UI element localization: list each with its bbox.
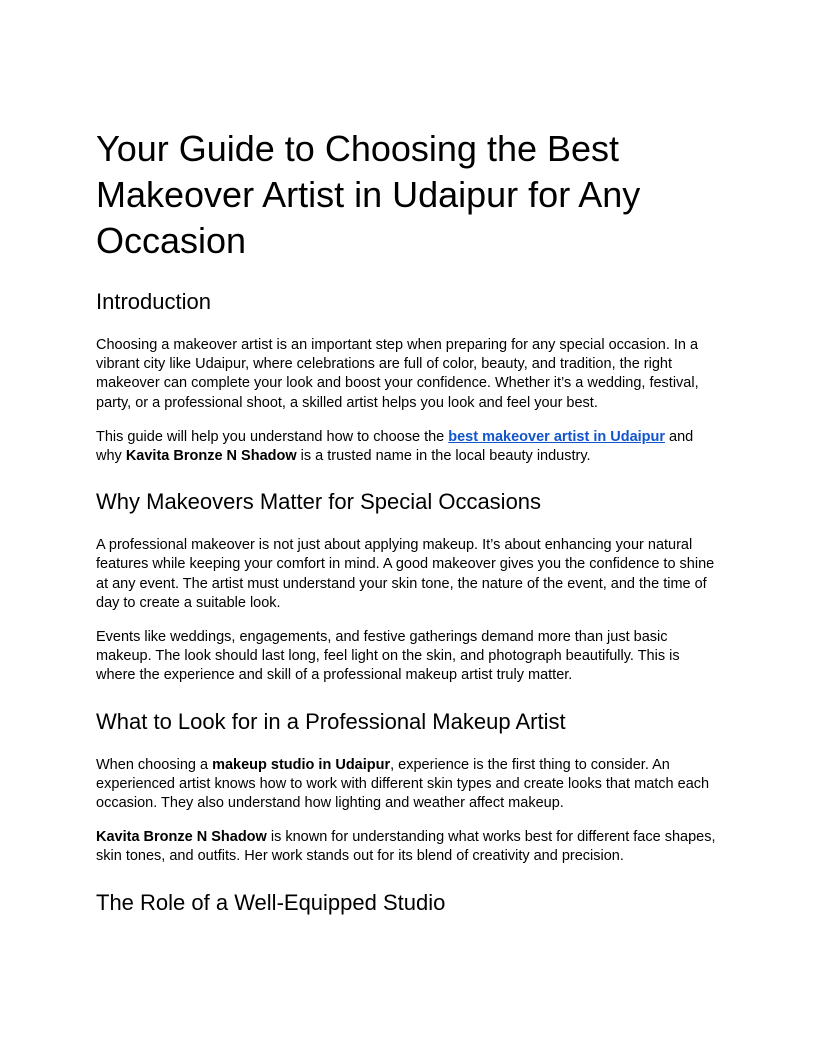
intro-paragraph-1: Choosing a makeover artist is an important step when preparing for any special occasion. In a vibrant city like Udaipur, where celebrations are full of color, beauty, and tradition, the right makeover can complete your look and boost your confidence. Whether it’s a wedding, festival, party, or a professional shoot, a skilled artist helps you look and feel your best. [96,337,699,411]
why-paragraph-2: Events like weddings, engagements, and festive gatherings demand more than just basic makeup. The look should last long, feel light on the skin, and photograph beautifully. This is where the experience and skill of a professional makeup artist truly matter. [96,629,680,684]
what-paragraph-2 [96,828,720,866]
what-p1-text-before: When choosing a [96,756,213,773]
document-page [96,126,720,937]
intro-paragraph-2 [96,428,720,466]
what-paragraph-1 [96,756,720,814]
intro-p2-text-middle: and why [96,428,694,465]
what-p1-studio-name: makeup studio in Udaipur [212,756,391,773]
best-makeover-artist-link[interactable]: best makeover artist in Udaipur [448,428,666,445]
what-p2-text-after: is known for understanding what works best for different face shapes, skin tones, and outfits. Her work stands out for its blend of creativity and precision. [96,829,716,865]
heading-introduction: Introduction [96,289,211,314]
document-title: Your Guide to Choosing the Best Makeover Artist in Udaipur for Any Occasion [96,128,641,261]
heading-well-equipped-studio: The Role of a Well-Equipped Studio [96,889,446,915]
heading-what-to-look-for: What to Look for in a Professional Makeup Artist [96,708,566,734]
intro-p2-brand-name: Kavita Bronze N Shadow [125,448,297,465]
why-paragraph-1: A professional makeover is not just about applying makeup. It’s about enhancing your natural features while keeping your comfort in mind. A good makeover gives you the confidence to shine at any event. The artist must understand your skin tone, the nature of the event, and the time of day to create a suitable look. [96,537,715,611]
what-p2-brand-name: Kavita Bronze N Shadow [96,829,267,846]
heading-why-makeovers-matter: Why Makeovers Matter for Special Occasions [96,489,542,515]
what-p1-text-after: , experience is the first thing to consider. An experienced artist knows how to work with different skin types and create looks that match each occasion. They also understand how lighting and weather affect makeup. [96,756,710,812]
intro-p2-text-after: is a trusted name in the local beauty industry. [296,448,591,465]
intro-p2-text-before: This guide will help you understand how to choose the [96,428,449,445]
